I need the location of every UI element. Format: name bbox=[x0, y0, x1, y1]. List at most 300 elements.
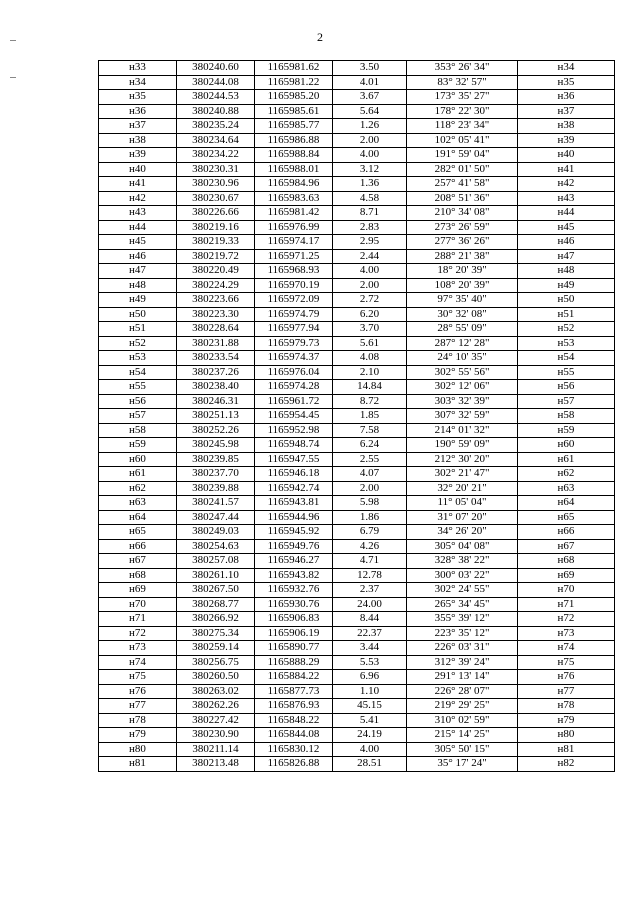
distance-cell: 2.00 bbox=[333, 481, 407, 496]
point-from-cell: н56 bbox=[99, 394, 177, 409]
point-from-cell: н58 bbox=[99, 423, 177, 438]
x-coordinate-cell: 380230.31 bbox=[177, 162, 255, 177]
point-to-cell: н51 bbox=[518, 307, 615, 322]
table-row bbox=[99, 278, 615, 293]
table-row bbox=[99, 452, 615, 467]
distance-cell: 2.10 bbox=[333, 365, 407, 380]
y-coordinate-cell: 1165888.29 bbox=[255, 655, 333, 670]
y-coordinate-cell: 1165945.92 bbox=[255, 525, 333, 540]
table-row bbox=[99, 119, 615, 134]
y-coordinate-cell: 1165948.74 bbox=[255, 438, 333, 453]
point-from-cell: н44 bbox=[99, 220, 177, 235]
distance-cell: 4.08 bbox=[333, 351, 407, 366]
bearing-cell: 226° 03' 31" bbox=[407, 641, 518, 656]
point-from-cell: н50 bbox=[99, 307, 177, 322]
point-from-cell: н57 bbox=[99, 409, 177, 424]
x-coordinate-cell: 380231.88 bbox=[177, 336, 255, 351]
coordinates-table-body bbox=[99, 61, 615, 772]
x-coordinate-cell: 380227.42 bbox=[177, 713, 255, 728]
x-coordinate-cell: 380244.53 bbox=[177, 90, 255, 105]
point-from-cell: н62 bbox=[99, 481, 177, 496]
table-row bbox=[99, 510, 615, 525]
y-coordinate-cell: 1165952.98 bbox=[255, 423, 333, 438]
point-from-cell: н49 bbox=[99, 293, 177, 308]
y-coordinate-cell: 1165981.62 bbox=[255, 61, 333, 76]
bearing-cell: 300° 03' 22" bbox=[407, 568, 518, 583]
table-row bbox=[99, 670, 615, 685]
bearing-cell: 353° 26' 34" bbox=[407, 61, 518, 76]
distance-cell: 2.95 bbox=[333, 235, 407, 250]
bearing-cell: 215° 14' 25" bbox=[407, 728, 518, 743]
x-coordinate-cell: 380239.85 bbox=[177, 452, 255, 467]
point-to-cell: н63 bbox=[518, 481, 615, 496]
point-to-cell: н38 bbox=[518, 119, 615, 134]
bearing-cell: 210° 34' 08" bbox=[407, 206, 518, 221]
table-row bbox=[99, 699, 615, 714]
x-coordinate-cell: 380252.26 bbox=[177, 423, 255, 438]
table-row bbox=[99, 380, 615, 395]
point-to-cell: н45 bbox=[518, 220, 615, 235]
distance-cell: 3.70 bbox=[333, 322, 407, 337]
y-coordinate-cell: 1165984.96 bbox=[255, 177, 333, 192]
table-row bbox=[99, 626, 615, 641]
page-number: 2 bbox=[317, 30, 323, 44]
table-row bbox=[99, 336, 615, 351]
table-row bbox=[99, 728, 615, 743]
distance-cell: 24.00 bbox=[333, 597, 407, 612]
x-coordinate-cell: 380223.66 bbox=[177, 293, 255, 308]
y-coordinate-cell: 1165906.19 bbox=[255, 626, 333, 641]
point-from-cell: н48 bbox=[99, 278, 177, 293]
x-coordinate-cell: 380266.92 bbox=[177, 612, 255, 627]
point-to-cell: н60 bbox=[518, 438, 615, 453]
distance-cell: 8.72 bbox=[333, 394, 407, 409]
bearing-cell: 28° 55' 09" bbox=[407, 322, 518, 337]
point-to-cell: н77 bbox=[518, 684, 615, 699]
distance-cell: 2.44 bbox=[333, 249, 407, 264]
distance-cell: 3.67 bbox=[333, 90, 407, 105]
point-to-cell: н76 bbox=[518, 670, 615, 685]
point-to-cell: н43 bbox=[518, 191, 615, 206]
table-row bbox=[99, 191, 615, 206]
bearing-cell: 307° 32' 59" bbox=[407, 409, 518, 424]
point-from-cell: н45 bbox=[99, 235, 177, 250]
x-coordinate-cell: 380267.50 bbox=[177, 583, 255, 598]
point-from-cell: н53 bbox=[99, 351, 177, 366]
bearing-cell: 305° 04' 08" bbox=[407, 539, 518, 554]
point-to-cell: н62 bbox=[518, 467, 615, 482]
x-coordinate-cell: 380249.03 bbox=[177, 525, 255, 540]
distance-cell: 8.71 bbox=[333, 206, 407, 221]
table-row bbox=[99, 235, 615, 250]
point-to-cell: н72 bbox=[518, 612, 615, 627]
distance-cell: 12.78 bbox=[333, 568, 407, 583]
point-to-cell: н78 bbox=[518, 699, 615, 714]
distance-cell: 5.41 bbox=[333, 713, 407, 728]
distance-cell: 28.51 bbox=[333, 757, 407, 772]
distance-cell: 4.00 bbox=[333, 148, 407, 163]
x-coordinate-cell: 380260.50 bbox=[177, 670, 255, 685]
y-coordinate-cell: 1165974.28 bbox=[255, 380, 333, 395]
point-to-cell: н67 bbox=[518, 539, 615, 554]
distance-cell: 14.84 bbox=[333, 380, 407, 395]
x-coordinate-cell: 380240.60 bbox=[177, 61, 255, 76]
table-row bbox=[99, 177, 615, 192]
distance-cell: 2.00 bbox=[333, 133, 407, 148]
point-to-cell: н61 bbox=[518, 452, 615, 467]
point-to-cell: н56 bbox=[518, 380, 615, 395]
distance-cell: 1.10 bbox=[333, 684, 407, 699]
point-to-cell: н37 bbox=[518, 104, 615, 119]
y-coordinate-cell: 1165974.37 bbox=[255, 351, 333, 366]
y-coordinate-cell: 1165943.82 bbox=[255, 568, 333, 583]
bearing-cell: 118° 23' 34" bbox=[407, 119, 518, 134]
table-row bbox=[99, 307, 615, 322]
bearing-cell: 97° 35' 40" bbox=[407, 293, 518, 308]
distance-cell: 2.72 bbox=[333, 293, 407, 308]
table-row bbox=[99, 351, 615, 366]
point-to-cell: н70 bbox=[518, 583, 615, 598]
bearing-cell: 11° 05' 04" bbox=[407, 496, 518, 511]
y-coordinate-cell: 1165884.22 bbox=[255, 670, 333, 685]
table-row bbox=[99, 423, 615, 438]
point-to-cell: н71 bbox=[518, 597, 615, 612]
bearing-cell: 302° 21' 47" bbox=[407, 467, 518, 482]
point-to-cell: н55 bbox=[518, 365, 615, 380]
distance-cell: 45.15 bbox=[333, 699, 407, 714]
y-coordinate-cell: 1165985.77 bbox=[255, 119, 333, 134]
table-row bbox=[99, 597, 615, 612]
distance-cell: 5.98 bbox=[333, 496, 407, 511]
point-from-cell: н80 bbox=[99, 742, 177, 757]
table-row bbox=[99, 90, 615, 105]
x-coordinate-cell: 380256.75 bbox=[177, 655, 255, 670]
point-to-cell: н65 bbox=[518, 510, 615, 525]
y-coordinate-cell: 1165942.74 bbox=[255, 481, 333, 496]
point-from-cell: н64 bbox=[99, 510, 177, 525]
y-coordinate-cell: 1165972.09 bbox=[255, 293, 333, 308]
bearing-cell: 219° 29' 25" bbox=[407, 699, 518, 714]
bearing-cell: 305° 50' 15" bbox=[407, 742, 518, 757]
y-coordinate-cell: 1165946.27 bbox=[255, 554, 333, 569]
table-row bbox=[99, 467, 615, 482]
x-coordinate-cell: 380241.57 bbox=[177, 496, 255, 511]
point-from-cell: н40 bbox=[99, 162, 177, 177]
bearing-cell: 257° 41' 58" bbox=[407, 177, 518, 192]
y-coordinate-cell: 1165976.04 bbox=[255, 365, 333, 380]
distance-cell: 1.26 bbox=[333, 119, 407, 134]
bearing-cell: 312° 39' 24" bbox=[407, 655, 518, 670]
x-coordinate-cell: 380251.13 bbox=[177, 409, 255, 424]
bearing-cell: 302° 12' 06" bbox=[407, 380, 518, 395]
x-coordinate-cell: 380254.63 bbox=[177, 539, 255, 554]
point-from-cell: н76 bbox=[99, 684, 177, 699]
y-coordinate-cell: 1165930.76 bbox=[255, 597, 333, 612]
point-to-cell: н69 bbox=[518, 568, 615, 583]
point-to-cell: н47 bbox=[518, 249, 615, 264]
distance-cell: 6.96 bbox=[333, 670, 407, 685]
x-coordinate-cell: 380233.54 bbox=[177, 351, 255, 366]
y-coordinate-cell: 1165981.42 bbox=[255, 206, 333, 221]
x-coordinate-cell: 380228.64 bbox=[177, 322, 255, 337]
table-row bbox=[99, 554, 615, 569]
y-coordinate-cell: 1165983.63 bbox=[255, 191, 333, 206]
bearing-cell: 83° 32' 57" bbox=[407, 75, 518, 90]
distance-cell: 22.37 bbox=[333, 626, 407, 641]
x-coordinate-cell: 380275.34 bbox=[177, 626, 255, 641]
x-coordinate-cell: 380230.96 bbox=[177, 177, 255, 192]
point-from-cell: н35 bbox=[99, 90, 177, 105]
table-row bbox=[99, 539, 615, 554]
point-from-cell: н59 bbox=[99, 438, 177, 453]
y-coordinate-cell: 1165954.45 bbox=[255, 409, 333, 424]
distance-cell: 5.53 bbox=[333, 655, 407, 670]
table-row bbox=[99, 148, 615, 163]
x-coordinate-cell: 380234.64 bbox=[177, 133, 255, 148]
point-from-cell: н63 bbox=[99, 496, 177, 511]
point-from-cell: н70 bbox=[99, 597, 177, 612]
x-coordinate-cell: 380226.66 bbox=[177, 206, 255, 221]
distance-cell: 3.50 bbox=[333, 61, 407, 76]
point-from-cell: н33 bbox=[99, 61, 177, 76]
distance-cell: 2.37 bbox=[333, 583, 407, 598]
bearing-cell: 302° 55' 56" bbox=[407, 365, 518, 380]
distance-cell: 1.85 bbox=[333, 409, 407, 424]
point-to-cell: н52 bbox=[518, 322, 615, 337]
point-to-cell: н80 bbox=[518, 728, 615, 743]
table-row bbox=[99, 757, 615, 772]
x-coordinate-cell: 380219.16 bbox=[177, 220, 255, 235]
point-from-cell: н73 bbox=[99, 641, 177, 656]
distance-cell: 1.36 bbox=[333, 177, 407, 192]
y-coordinate-cell: 1165830.12 bbox=[255, 742, 333, 757]
point-to-cell: н68 bbox=[518, 554, 615, 569]
x-coordinate-cell: 380237.26 bbox=[177, 365, 255, 380]
table-row bbox=[99, 742, 615, 757]
point-to-cell: н35 bbox=[518, 75, 615, 90]
y-coordinate-cell: 1165932.76 bbox=[255, 583, 333, 598]
x-coordinate-cell: 380262.26 bbox=[177, 699, 255, 714]
table-row bbox=[99, 641, 615, 656]
y-coordinate-cell: 1165844.08 bbox=[255, 728, 333, 743]
y-coordinate-cell: 1165906.83 bbox=[255, 612, 333, 627]
point-to-cell: н41 bbox=[518, 162, 615, 177]
bearing-cell: 265° 34' 45" bbox=[407, 597, 518, 612]
x-coordinate-cell: 380257.08 bbox=[177, 554, 255, 569]
y-coordinate-cell: 1165877.73 bbox=[255, 684, 333, 699]
distance-cell: 6.24 bbox=[333, 438, 407, 453]
point-to-cell: н75 bbox=[518, 655, 615, 670]
bearing-cell: 214° 01' 32" bbox=[407, 423, 518, 438]
bearing-cell: 18° 20' 39" bbox=[407, 264, 518, 279]
y-coordinate-cell: 1165946.18 bbox=[255, 467, 333, 482]
distance-cell: 6.20 bbox=[333, 307, 407, 322]
table-row bbox=[99, 249, 615, 264]
x-coordinate-cell: 380247.44 bbox=[177, 510, 255, 525]
point-from-cell: н69 bbox=[99, 583, 177, 598]
point-from-cell: н43 bbox=[99, 206, 177, 221]
y-coordinate-cell: 1165890.77 bbox=[255, 641, 333, 656]
point-to-cell: н39 bbox=[518, 133, 615, 148]
point-from-cell: н60 bbox=[99, 452, 177, 467]
table-row bbox=[99, 481, 615, 496]
bearing-cell: 328° 38' 22" bbox=[407, 554, 518, 569]
distance-cell: 1.86 bbox=[333, 510, 407, 525]
table-row bbox=[99, 568, 615, 583]
table-row bbox=[99, 409, 615, 424]
y-coordinate-cell: 1165981.22 bbox=[255, 75, 333, 90]
point-to-cell: н73 bbox=[518, 626, 615, 641]
bearing-cell: 310° 02' 59" bbox=[407, 713, 518, 728]
x-coordinate-cell: 380230.67 bbox=[177, 191, 255, 206]
table-row bbox=[99, 75, 615, 90]
distance-cell: 5.64 bbox=[333, 104, 407, 119]
y-coordinate-cell: 1165961.72 bbox=[255, 394, 333, 409]
bearing-cell: 102° 05' 41" bbox=[407, 133, 518, 148]
x-coordinate-cell: 380213.48 bbox=[177, 757, 255, 772]
x-coordinate-cell: 380238.40 bbox=[177, 380, 255, 395]
table-row bbox=[99, 61, 615, 76]
y-coordinate-cell: 1165977.94 bbox=[255, 322, 333, 337]
y-coordinate-cell: 1165944.96 bbox=[255, 510, 333, 525]
distance-cell: 5.61 bbox=[333, 336, 407, 351]
point-from-cell: н66 bbox=[99, 539, 177, 554]
coordinates-table bbox=[98, 60, 615, 772]
point-from-cell: н61 bbox=[99, 467, 177, 482]
point-to-cell: н50 bbox=[518, 293, 615, 308]
x-coordinate-cell: 380219.33 bbox=[177, 235, 255, 250]
distance-cell: 24.19 bbox=[333, 728, 407, 743]
x-coordinate-cell: 380263.02 bbox=[177, 684, 255, 699]
distance-cell: 4.26 bbox=[333, 539, 407, 554]
x-coordinate-cell: 380230.90 bbox=[177, 728, 255, 743]
point-to-cell: н36 bbox=[518, 90, 615, 105]
bearing-cell: 32° 20' 21" bbox=[407, 481, 518, 496]
bearing-cell: 212° 30' 20" bbox=[407, 452, 518, 467]
table-row bbox=[99, 293, 615, 308]
point-from-cell: н41 bbox=[99, 177, 177, 192]
bearing-cell: 302° 24' 55" bbox=[407, 583, 518, 598]
point-from-cell: н51 bbox=[99, 322, 177, 337]
point-to-cell: н64 bbox=[518, 496, 615, 511]
x-coordinate-cell: 380245.98 bbox=[177, 438, 255, 453]
y-coordinate-cell: 1165943.81 bbox=[255, 496, 333, 511]
table-row bbox=[99, 264, 615, 279]
y-coordinate-cell: 1165974.17 bbox=[255, 235, 333, 250]
point-to-cell: н57 bbox=[518, 394, 615, 409]
y-coordinate-cell: 1165988.01 bbox=[255, 162, 333, 177]
y-coordinate-cell: 1165949.76 bbox=[255, 539, 333, 554]
distance-cell: 4.07 bbox=[333, 467, 407, 482]
x-coordinate-cell: 380234.22 bbox=[177, 148, 255, 163]
bearing-cell: 303° 32' 39" bbox=[407, 394, 518, 409]
bearing-cell: 31° 07' 20" bbox=[407, 510, 518, 525]
point-from-cell: н81 bbox=[99, 757, 177, 772]
point-to-cell: н40 bbox=[518, 148, 615, 163]
distance-cell: 4.58 bbox=[333, 191, 407, 206]
bearing-cell: 178° 22' 30" bbox=[407, 104, 518, 119]
y-coordinate-cell: 1165876.93 bbox=[255, 699, 333, 714]
x-coordinate-cell: 380268.77 bbox=[177, 597, 255, 612]
bearing-cell: 30° 32' 08" bbox=[407, 307, 518, 322]
y-coordinate-cell: 1165848.22 bbox=[255, 713, 333, 728]
table-row bbox=[99, 496, 615, 511]
distance-cell: 2.55 bbox=[333, 452, 407, 467]
point-from-cell: н47 bbox=[99, 264, 177, 279]
point-from-cell: н38 bbox=[99, 133, 177, 148]
point-to-cell: н74 bbox=[518, 641, 615, 656]
table-row bbox=[99, 655, 615, 670]
table-row bbox=[99, 162, 615, 177]
point-from-cell: н55 bbox=[99, 380, 177, 395]
table-row bbox=[99, 684, 615, 699]
y-coordinate-cell: 1165985.20 bbox=[255, 90, 333, 105]
distance-cell: 4.00 bbox=[333, 742, 407, 757]
table-row bbox=[99, 713, 615, 728]
x-coordinate-cell: 380223.30 bbox=[177, 307, 255, 322]
point-from-cell: н36 bbox=[99, 104, 177, 119]
point-to-cell: н54 bbox=[518, 351, 615, 366]
table-row bbox=[99, 525, 615, 540]
point-from-cell: н78 bbox=[99, 713, 177, 728]
point-to-cell: н53 bbox=[518, 336, 615, 351]
table-row bbox=[99, 438, 615, 453]
point-to-cell: н49 bbox=[518, 278, 615, 293]
bearing-cell: 277° 36' 26" bbox=[407, 235, 518, 250]
point-from-cell: н72 bbox=[99, 626, 177, 641]
point-from-cell: н77 bbox=[99, 699, 177, 714]
distance-cell: 4.71 bbox=[333, 554, 407, 569]
x-coordinate-cell: 380211.14 bbox=[177, 742, 255, 757]
x-coordinate-cell: 380244.08 bbox=[177, 75, 255, 90]
point-from-cell: н34 bbox=[99, 75, 177, 90]
point-from-cell: н37 bbox=[99, 119, 177, 134]
point-from-cell: н71 bbox=[99, 612, 177, 627]
x-coordinate-cell: 380220.49 bbox=[177, 264, 255, 279]
table-row bbox=[99, 206, 615, 221]
bearing-cell: 291° 13' 14" bbox=[407, 670, 518, 685]
distance-cell: 4.00 bbox=[333, 264, 407, 279]
point-to-cell: н66 bbox=[518, 525, 615, 540]
point-to-cell: н79 bbox=[518, 713, 615, 728]
y-coordinate-cell: 1165986.88 bbox=[255, 133, 333, 148]
distance-cell: 2.00 bbox=[333, 278, 407, 293]
point-from-cell: н42 bbox=[99, 191, 177, 206]
bearing-cell: 273° 26' 59" bbox=[407, 220, 518, 235]
distance-cell: 6.79 bbox=[333, 525, 407, 540]
point-to-cell: н42 bbox=[518, 177, 615, 192]
bearing-cell: 288° 21' 38" bbox=[407, 249, 518, 264]
distance-cell: 8.44 bbox=[333, 612, 407, 627]
x-coordinate-cell: 380219.72 bbox=[177, 249, 255, 264]
y-coordinate-cell: 1165970.19 bbox=[255, 278, 333, 293]
y-coordinate-cell: 1165985.61 bbox=[255, 104, 333, 119]
point-from-cell: н54 bbox=[99, 365, 177, 380]
table-row bbox=[99, 220, 615, 235]
point-to-cell: н59 bbox=[518, 423, 615, 438]
y-coordinate-cell: 1165979.73 bbox=[255, 336, 333, 351]
bearing-cell: 173° 35' 27" bbox=[407, 90, 518, 105]
point-from-cell: н67 bbox=[99, 554, 177, 569]
table-row bbox=[99, 365, 615, 380]
margin-mark bbox=[10, 77, 16, 78]
bearing-cell: 223° 35' 12" bbox=[407, 626, 518, 641]
point-to-cell: н82 bbox=[518, 757, 615, 772]
distance-cell: 3.44 bbox=[333, 641, 407, 656]
y-coordinate-cell: 1165988.84 bbox=[255, 148, 333, 163]
point-to-cell: н44 bbox=[518, 206, 615, 221]
table-row bbox=[99, 583, 615, 598]
